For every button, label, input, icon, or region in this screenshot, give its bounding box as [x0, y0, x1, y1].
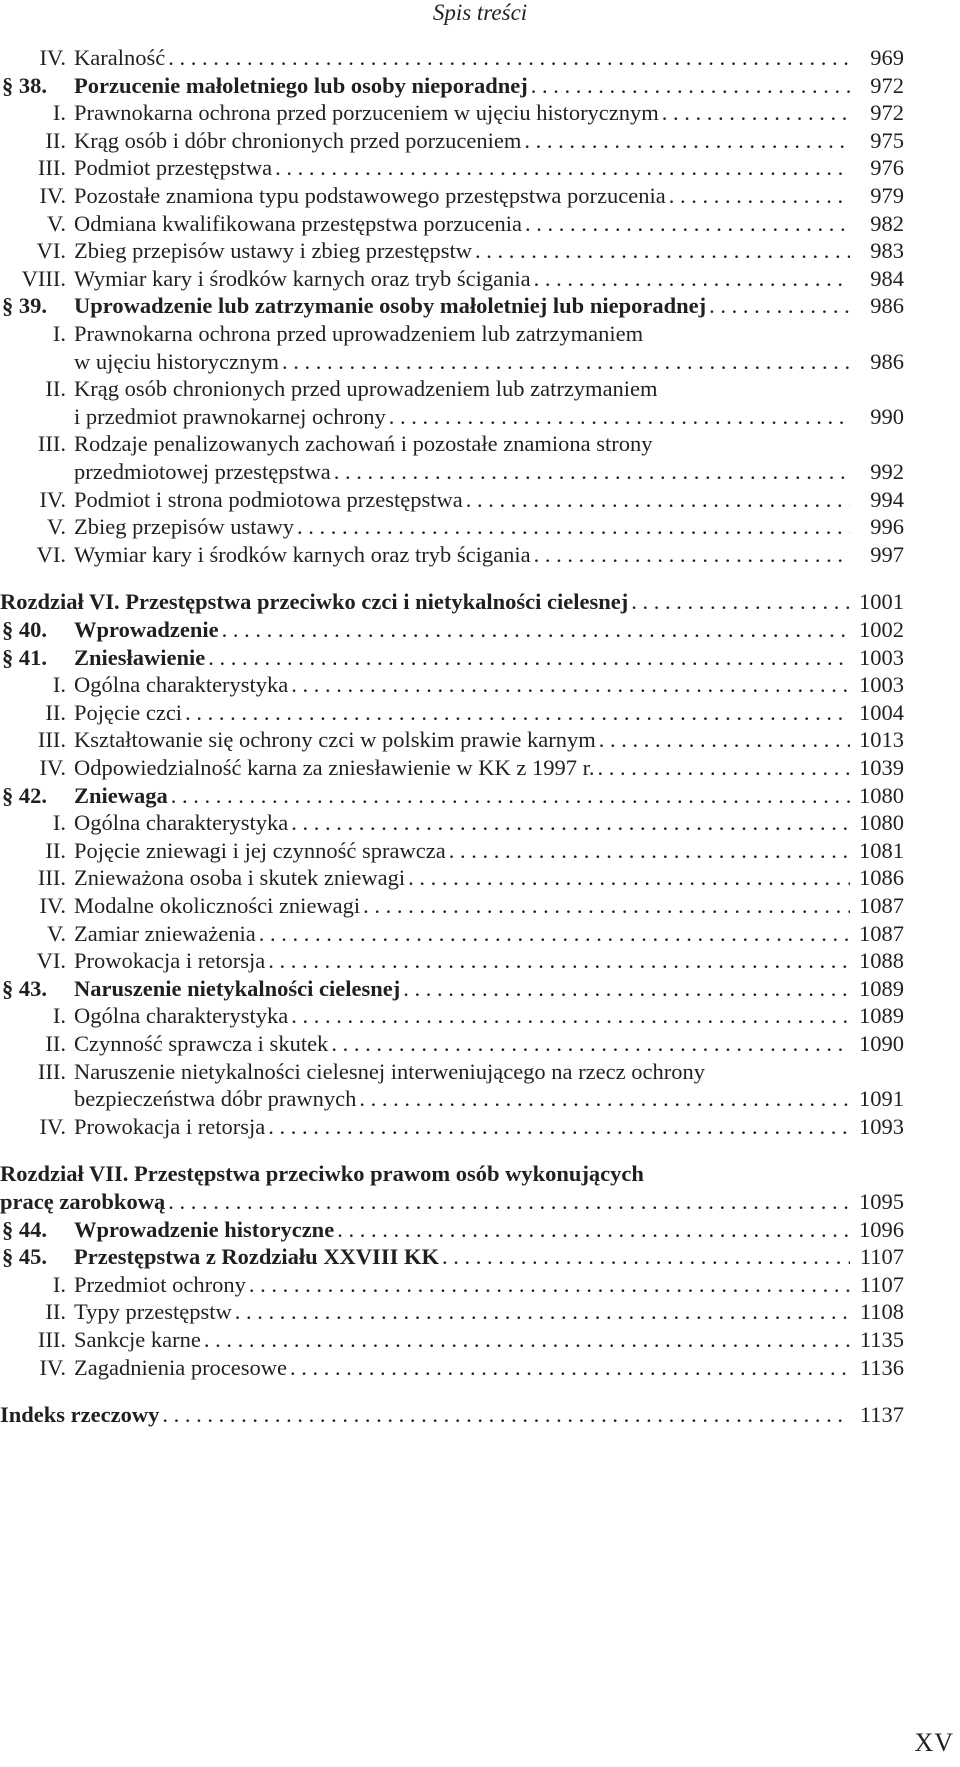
dot-leader [662, 98, 850, 128]
dot-leader [449, 836, 850, 866]
toc-title: i przedmiot prawnokarnej ochrony [74, 403, 386, 429]
toc-title: przedmiotowej przestępstwa [74, 459, 331, 484]
toc-page-number: 979 [870, 183, 904, 208]
toc-page-number: 1136 [859, 1354, 904, 1380]
dot-leader [291, 808, 850, 838]
dot-leader [337, 1215, 850, 1245]
toc-number: I. [52, 321, 66, 346]
toc-title: Karalność [74, 45, 166, 70]
page-number: XV [914, 1728, 954, 1757]
toc-page-number: 1107 [859, 1271, 904, 1297]
dot-leader [475, 236, 850, 266]
dot-leader [442, 1242, 850, 1272]
toc-number: VI. [36, 541, 66, 567]
toc-page-number: 1039 [859, 755, 904, 780]
toc-page-number: 1086 [859, 865, 904, 891]
toc-title: Prawnokarna ochrona przed uprowadzeniem lub zatrzymaniem [74, 321, 644, 346]
toc-title: Kształtowanie się ochrony czci w polskim prawie karnym [74, 727, 596, 753]
toc-page-number: 1003 [859, 644, 904, 670]
toc-page-number: 1090 [859, 1031, 904, 1056]
toc-page-number: 1004 [859, 699, 904, 725]
toc-number: § 41. [2, 644, 47, 670]
dot-leader [534, 540, 850, 570]
toc-page-number: 1013 [859, 727, 904, 753]
toc-title: Uprowadzenie lub zatrzymanie osoby małoletniej lub nieporadnej [74, 293, 707, 319]
toc-number: III. [37, 1327, 66, 1352]
toc-page-number: 1080 [859, 782, 904, 808]
toc-page-number: 1089 [859, 975, 904, 1001]
toc-number: § 44. [2, 1216, 47, 1242]
toc-number: IV. [39, 1354, 66, 1380]
toc-page-number: 984 [870, 265, 904, 291]
toc-number: II. [45, 1299, 66, 1325]
toc-number: I. [52, 100, 66, 126]
toc-number: § 39. [2, 293, 47, 319]
dot-leader [222, 615, 850, 645]
dot-leader [235, 1297, 850, 1327]
dot-leader [291, 670, 850, 700]
dot-leader [249, 1270, 850, 1300]
toc-title: Pojęcie zniewagi i jej czynność sprawcza [74, 837, 446, 863]
toc-title: Czynność sprawcza i skutek [74, 1031, 329, 1056]
toc-title: Typy przestępstw [74, 1299, 232, 1325]
dot-leader [162, 1400, 850, 1430]
dot-leader [297, 512, 850, 542]
dot-leader [259, 919, 850, 949]
toc-title: Przestępstwa z Rozdziału XXVIII KK [74, 1244, 439, 1270]
dot-leader [599, 725, 850, 755]
toc-title: Zamiar znieważenia [74, 920, 256, 946]
dot-leader [290, 1353, 850, 1383]
toc-page-number: 1137 [859, 1402, 904, 1428]
toc-number: § 40. [2, 617, 47, 642]
toc-page-number: 986 [870, 348, 904, 374]
toc-number: III. [37, 155, 66, 181]
toc-page-number: 1002 [859, 617, 904, 642]
toc-title: Prowokacja i retorsja [74, 948, 266, 974]
toc-title: Prowokacja i retorsja [74, 1113, 266, 1139]
toc-number: § 45. [2, 1244, 47, 1270]
dot-leader [334, 457, 850, 487]
toc-number: VIII. [21, 265, 66, 291]
toc-page-number: 972 [870, 72, 904, 98]
toc-title: Wprowadzenie historyczne [74, 1216, 335, 1242]
toc-title: Wymiar kary i środków karnych oraz tryb ścigania [74, 265, 531, 291]
toc-page-number: 1095 [859, 1189, 904, 1214]
dot-leader [597, 753, 850, 783]
toc-title: Zbieg przepisów ustawy i zbieg przestępstw [74, 238, 473, 264]
toc-number: II. [45, 837, 66, 863]
dot-leader [466, 485, 850, 515]
toc-page-number: 1087 [859, 893, 904, 918]
toc-title: Naruszenie nietykalności cielesnej [74, 975, 401, 1001]
toc-title: Krąg osób chronionych przed uprowadzeniem lub zatrzymaniem [74, 376, 658, 402]
toc-title: Rozdział VI. Przestępstwa przeciwko czci i nietykalności cielesnej [0, 589, 629, 615]
dot-leader [268, 1112, 850, 1142]
toc-title: Pojęcie czci [74, 699, 183, 725]
toc-page-number: 1091 [859, 1086, 904, 1112]
toc-number: II. [45, 376, 66, 402]
toc-number: IV. [39, 45, 66, 70]
toc-number: IV. [39, 893, 66, 918]
toc-page-number: 1088 [859, 948, 904, 974]
toc-page-number: 983 [870, 238, 904, 264]
toc-number: § 38. [2, 72, 47, 98]
toc-title: Zniesławienie [74, 644, 206, 670]
toc-number: IV. [39, 1113, 66, 1139]
toc-title: Naruszenie nietykalności cielesnej interweniującego na rzecz ochrony [74, 1058, 705, 1084]
toc-title: Krąg osób i dóbr chronionych przed porzuceniem [74, 127, 522, 153]
dot-leader [275, 153, 850, 183]
header-title: Spis treści [432, 0, 528, 25]
toc-title: Odpowiedzialność karna za zniesławienie w KK z 1997 r. [74, 755, 595, 780]
toc-number: VI. [36, 948, 66, 974]
toc-title: Przedmiot ochrony [74, 1271, 246, 1297]
dot-leader [534, 264, 850, 294]
dot-leader [531, 71, 850, 101]
toc-page-number: 976 [870, 155, 904, 181]
dot-leader [524, 126, 850, 156]
dot-leader [268, 946, 850, 976]
toc-number: VI. [36, 238, 66, 264]
toc-title: bezpieczeństwa dóbr prawnych [74, 1086, 357, 1112]
dot-leader [669, 181, 850, 211]
toc-title: Zagadnienia procesowe [74, 1354, 288, 1380]
toc-title: Ogólna charakterystyka [74, 810, 289, 836]
toc-page-number: 982 [870, 210, 904, 236]
toc-number: I. [52, 1003, 66, 1029]
toc-title: Prawnokarna ochrona przed porzuceniem w ujęciu historycznym [74, 100, 659, 126]
toc-page-number: 972 [870, 100, 904, 126]
toc-page-number: 1087 [859, 920, 904, 946]
dot-leader [208, 643, 850, 673]
dot-leader [185, 698, 850, 728]
toc-title: Znieważona osoba i skutek zniewagi [74, 865, 406, 891]
toc-page-number: 1080 [859, 810, 904, 836]
dot-leader [171, 781, 850, 811]
toc-page-number: 994 [870, 486, 904, 512]
dot-leader [331, 1029, 850, 1059]
dot-leader [282, 347, 850, 377]
toc-number: I. [52, 672, 66, 698]
toc-number: V. [47, 920, 66, 946]
toc-number: § 42. [2, 782, 47, 808]
toc-page-number: 969 [870, 45, 904, 70]
toc-title: Indeks rzeczowy [0, 1402, 160, 1428]
dot-leader [359, 1084, 850, 1114]
toc-title: Podmiot przestępstwa [74, 155, 273, 181]
toc-title: Rozdział VII. Przestępstwa przeciwko prawom osób wykonujących [0, 1161, 644, 1187]
toc-title: Zniewaga [74, 782, 168, 808]
toc-page-number: 986 [870, 293, 904, 319]
dot-leader [389, 402, 850, 432]
running-header [0, 0, 960, 40]
toc-title: Modalne okoliczności zniewagi [74, 893, 361, 918]
toc-page-number: 992 [870, 459, 904, 484]
toc-page-number: 1089 [859, 1003, 904, 1029]
toc-page-number: 1003 [859, 672, 904, 698]
toc-number: IV. [39, 486, 66, 512]
toc-page-number: 1135 [859, 1327, 904, 1352]
toc-title: pracę zarobkową [0, 1189, 166, 1214]
dot-leader [709, 291, 850, 321]
dot-leader [363, 891, 850, 921]
toc-number: III. [37, 727, 66, 753]
toc-number: IV. [39, 183, 66, 208]
toc-page-number: 975 [870, 127, 904, 153]
dot-leader [631, 587, 850, 617]
toc-page-number: 1108 [859, 1299, 904, 1325]
toc-number: I. [52, 810, 66, 836]
toc-number: III. [37, 1058, 66, 1084]
dot-leader [168, 43, 850, 73]
toc-title: Sankcje karne [74, 1327, 201, 1352]
toc-page-number: 1093 [859, 1113, 904, 1139]
toc-page-number: 1001 [859, 589, 904, 615]
toc-number: V. [47, 514, 66, 540]
toc-number: II. [45, 1031, 66, 1056]
toc-number: III. [37, 865, 66, 891]
toc-page-number: 996 [870, 514, 904, 540]
toc-title: Odmiana kwalifikowana przestępstwa porzucenia [74, 210, 522, 236]
dot-leader [403, 974, 850, 1004]
toc-title: Porzucenie małoletniego lub osoby nieporadnej [74, 72, 528, 98]
dot-leader [168, 1187, 850, 1217]
toc-title: w ujęciu historycznym [74, 348, 279, 374]
toc-page-number: 1107 [859, 1244, 904, 1270]
toc-title: Wprowadzenie [74, 617, 219, 642]
toc-title: Rodzaje penalizowanych zachowań i pozostałe znamiona strony [74, 431, 653, 457]
dot-leader [291, 1001, 850, 1031]
toc-title: Zbieg przepisów ustawy [74, 514, 294, 540]
toc-number: II. [45, 127, 66, 153]
toc-page-number: 997 [870, 541, 904, 567]
toc-number: IV. [39, 755, 66, 780]
toc-page-number: 1081 [859, 837, 904, 863]
toc-page-number: 990 [870, 403, 904, 429]
toc-number: I. [52, 1271, 66, 1297]
dot-leader [408, 863, 850, 893]
toc-title: Ogólna charakterystyka [74, 1003, 289, 1029]
dot-leader [204, 1325, 850, 1355]
toc-title: Wymiar kary i środków karnych oraz tryb ścigania [74, 541, 531, 567]
dot-leader [525, 209, 850, 239]
toc-page-number: 1096 [859, 1216, 904, 1242]
toc-title: Ogólna charakterystyka [74, 672, 289, 698]
toc-number: III. [37, 431, 66, 457]
toc-title: Pozostałe znamiona typu podstawowego przestępstwa porzucenia [74, 183, 666, 208]
toc-number: II. [45, 699, 66, 725]
toc-number: V. [47, 210, 66, 236]
toc-number: § 43. [2, 975, 47, 1001]
toc-title: Podmiot i strona podmiotowa przestępstwa [74, 486, 463, 512]
